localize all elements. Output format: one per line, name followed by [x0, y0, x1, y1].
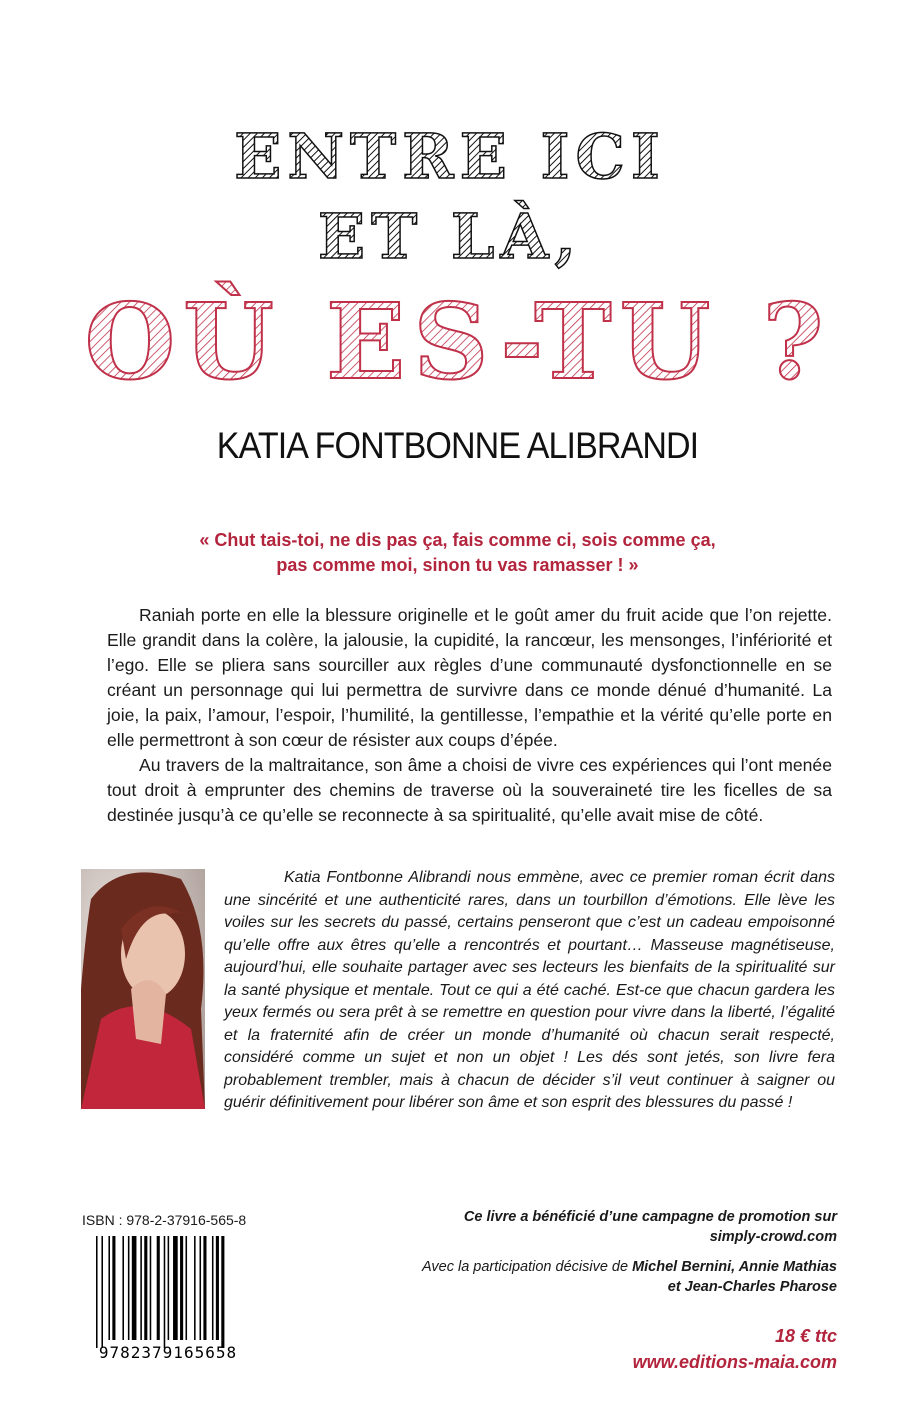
credits: [417, 1207, 837, 1297]
book-title: [0, 100, 915, 400]
participation-intro: Avec la participation décisive de: [421, 1259, 633, 1275]
quote-line: « Chut tais-toi, ne dis pas ça, fais comme ci, sois comme ça,: [199, 530, 716, 550]
quote-line: pas comme moi, sinon tu vas ramasser ! »: [276, 555, 639, 575]
barcode-bar: [128, 1236, 130, 1340]
barcode-bar: [203, 1236, 206, 1340]
barcode-bar: [157, 1236, 160, 1340]
barcode-bar: [140, 1236, 142, 1340]
barcode-bar: [221, 1236, 224, 1348]
author-photo: [81, 869, 205, 1109]
participation-text: [417, 1257, 837, 1297]
barcode-bar: [173, 1236, 178, 1340]
barcode-bar: [164, 1236, 166, 1348]
barcode-bar: [200, 1236, 202, 1340]
barcode-bar: [96, 1236, 98, 1348]
title-line-2: ET LÀ,: [317, 200, 583, 273]
barcode-digits: 9782379165658: [98, 1343, 238, 1360]
barcode-bar: [108, 1236, 110, 1340]
title-line-3: OÙ ES-TU ?: [84, 280, 832, 400]
quote: [120, 528, 795, 578]
barcode-bar: [212, 1236, 214, 1340]
barcode-bar: [144, 1236, 147, 1340]
barcode-bar: [168, 1236, 170, 1340]
promo-text: Ce livre a bénéficié d’une campagne de promotion sur simply-crowd.com: [463, 1209, 837, 1245]
barcode-bar: [132, 1236, 137, 1340]
participation-names: Michel Bernini, Annie Mathias et Jean-Charles Pharose: [632, 1259, 837, 1295]
barcode-bar: [180, 1236, 183, 1340]
barcode-bar: [216, 1236, 219, 1340]
barcode: [90, 1236, 245, 1360]
title-line-1: ENTRE ICI: [234, 120, 666, 193]
barcode-bar: [194, 1236, 196, 1340]
barcode-bar: [101, 1236, 103, 1348]
price-block: [633, 1323, 837, 1375]
author-bio: Katia Fontbonne Alibrandi nous emmène, avec ce premier roman écrit dans une sincérité et une authenticité rares, dans un tourbillon d’émotions. Elle lève les voiles sur les secrets du passé, certains penseront que c’est un cadeau empoisonné qu’elle offre aux êtres qu’elle a rencontrés et pourtant… Masseuse magnétiseuse, aujourd’hui, elle souhaite partager avec ses lecteurs les bienfaits de la spiritualité sur la santé physique et mentale. Tout ce qui a été caché. Est-ce que chacun gardera les yeux fermés ou sera prêt à se remettre en question pour vivre dans la liberté, l’égalité et la fraternité afin de créer un monde d’humanité où chacun serait respecté, considéré comme un sujet et non un objet ! Les dés sont jetés, son livre fera probablement trembler, mais à chacun de décider s’il veut continuer à saigner ou guérir définitivement pour libérer son âme et son esprit des blessures du passé !: [224, 869, 835, 1111]
publisher-website[interactable]: www.editions-maia.com: [632, 1352, 837, 1372]
barcode-bar: [150, 1236, 152, 1340]
barcode-bar: [112, 1236, 115, 1340]
isbn: ISBN : 978-2-37916-565-8: [82, 1212, 247, 1228]
barcode-bar: [122, 1236, 124, 1340]
barcode-bar: [186, 1236, 188, 1340]
summary-paragraph: Au travers de la maltraitance, son âme a choisi de vivre ces expériences qui l’ont menée tout droit à emprunter des chemins de traverse où la souveraineté tire les ficelles de sa destinée jusqu’à ce qu’elle se reconnecte à sa spiritualité, qu’elle avait mise de côté.: [107, 755, 832, 825]
author-name: KATIA FONTBONNE ALIBRANDI: [216, 425, 699, 466]
price: 18 € ttc: [774, 1326, 837, 1346]
summary: [107, 603, 832, 828]
summary-paragraph: Raniah porte en elle la blessure originelle et le goût amer du fruit acide que l’on rejette. Elle grandit dans la colère, la jalousie, la cupidité, la rancœur, les mensonges, l’infériorité et l’ego. Elle se pliera sans sourciller aux règles d’une communauté dysfonctionnelle en se créant un personnage qui lui permettra de survivre dans ce monde dénué d’humanité. La joie, la paix, l’amour, l’espoir, l’humilité, la gentillesse, l’empathie et la vérité qu’elle porte en elle permettront à son cœur de résister aux coups d’épée.: [107, 605, 832, 750]
